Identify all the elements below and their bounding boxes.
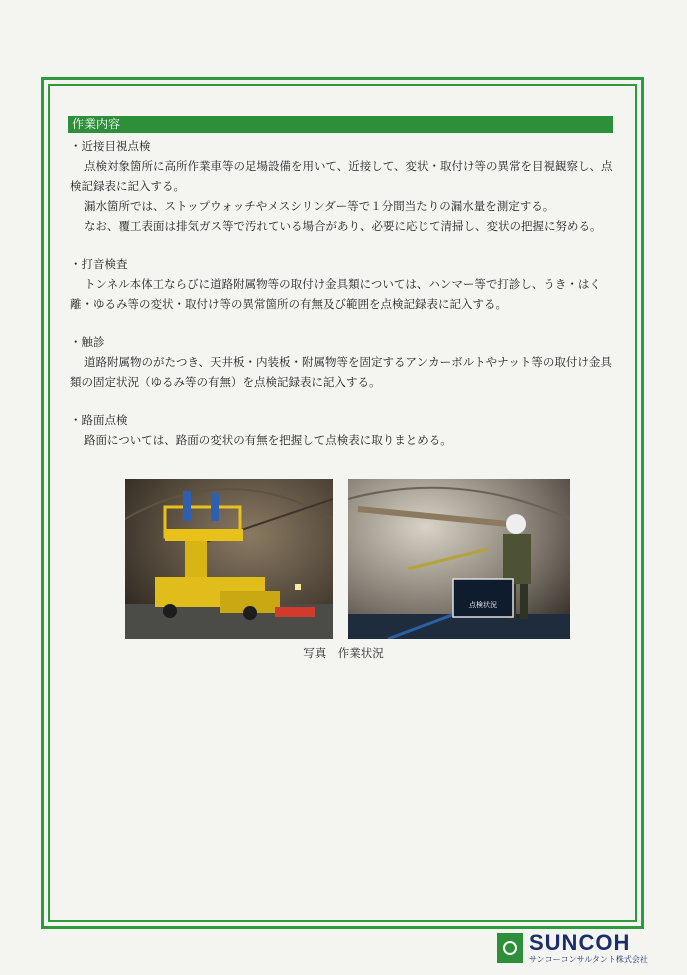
work-content — [70, 136, 615, 468]
item-road-surface-inspection — [70, 410, 615, 450]
logo-wordmark: SUNCOH — [529, 930, 631, 955]
item-close-visual-inspection — [70, 136, 615, 236]
item-title: ・触診 — [70, 335, 105, 349]
tunnel-platform-illustration — [125, 479, 333, 639]
item-paragraph: 漏水箇所では、ストップウォッチやメスシリンダー等で１分間当たりの漏水量を測定する。 — [84, 199, 555, 213]
item-paragraph: なお、覆工表面は排気ガス等で汚れている場合があり、必要に応じて清掃し、変状の把握に努める。 — [84, 219, 602, 233]
tunnel-hammer-illustration — [348, 479, 570, 639]
logo-mark-icon — [497, 933, 523, 963]
item-paragraph: 点検対象箇所に高所作業車等の足場設備を用いて、近接して、変状・取付け等の異常を目視観察し、点検記録表に記入する。 — [70, 159, 613, 193]
item-paragraph: トンネル本体工ならびに道路附属物等の取付け金具類については、ハンマー等で打診し、うき・はく離・ゆるみ等の変状・取付け等の異常箇所の有無及び範囲を点検記録表に記入する。 — [70, 277, 601, 311]
item-paragraph: 路面については、路面の変状の有無を把握して点検表に取りまとめる。 — [84, 433, 452, 447]
item-title: ・近接目視点検 — [70, 139, 151, 153]
board-label: 点検状況 — [469, 601, 497, 609]
company-name: サンコーコンサルタント株式会社 — [529, 955, 648, 964]
section-header: 作業内容 — [68, 116, 613, 133]
item-paragraph: 道路附属物のがたつき、天井板・内装板・附属物等を固定するアンカーボルトやナット等の取付け金具類の固定状況（ゆるみ等の有無）を点検記録表に記入する。 — [70, 355, 612, 389]
photo-aerial-work-platform — [125, 479, 333, 639]
photo-caption: 写真 作業状況 — [303, 646, 384, 660]
photo-hammering-test — [348, 479, 570, 639]
item-palpation — [70, 332, 615, 392]
company-logo — [497, 930, 647, 968]
item-title: ・打音検査 — [70, 257, 128, 271]
item-hammering-test — [70, 254, 615, 314]
item-title: ・路面点検 — [70, 413, 128, 427]
